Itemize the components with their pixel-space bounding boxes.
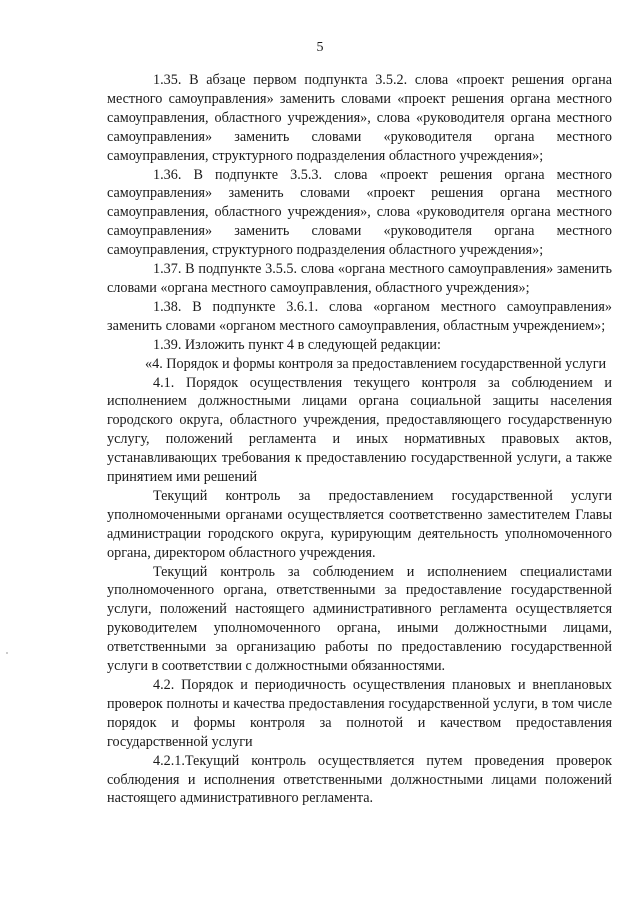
- paragraph-4-2: 4.2. Порядок и периодичность осуществления плановых и внеплановых проверок полноты и качества предоставления государственной услуги, в том числе порядок и формы контроля за полнотой и качеством предоставления государственной услуги: [107, 677, 612, 750]
- margin-mark: [6, 652, 8, 654]
- page-number: 5: [316, 40, 324, 55]
- paragraph-4-1: 4.1. Порядок осуществления текущего контроля за соблюдением и исполнением должностными лицами органа социальной защиты населения городского округа, областного учреждения, предоставляющего государственную услугу, положений регламента и иных нормативных правовых актов, устанавливающих требования к предоставлению государственной услуги, а также принятием ими решений: [107, 374, 612, 486]
- paragraph-current-control-specialists: Текущий контроль за соблюдением и исполнением специалистами уполномоченного органа, ответственными за предоставление государственной услуги, положений настоящего административного регламента осуществляется руководителем уполномоченного органа, иными должностными лицами, ответственными за организацию работы по предоставлению государственной услуги в соответствии с должностными обязанностями.: [107, 563, 612, 675]
- paragraph-4-2-1: 4.2.1.Текущий контроль осуществляется путем проведения проверок соблюдения и исполнения ответственными должностными лицами положений настоящего административного регламента.: [107, 752, 612, 807]
- paragraph-1-38: 1.38. В подпункте 3.6.1. слова «органом местного самоуправления» заменить словами «органом местного самоуправления, областным учреждением»;: [107, 298, 612, 334]
- paragraph-1-35: 1.35. В абзаце первом подпункта 3.5.2. слова «проект решения органа местного самоуправления» заменить словами «проект решения органа местного самоуправления, областного учреждения», слова «руководителя органа местного самоуправления» заменить словами «руководителя органа местного самоуправления, структурного подразделения областного учреждения»;: [107, 72, 612, 164]
- section-4-heading: «4. Порядок и формы контроля за предоставлением государственной услуги: [145, 355, 607, 372]
- paragraph-1-36: 1.36. В подпункте 3.5.3. слова «проект решения органа местного самоуправления» заменить словами «проект решения органа местного самоуправления, областного учреждения», слова «руководителя органа местного самоуправления» заменить словами «руководителя органа местного самоуправления, структурного подразделения областного учреждения»;: [107, 166, 612, 259]
- paragraph-1-37: 1.37. В подпункте 3.5.5. слова «органа местного самоуправления» заменить словами «органа местного самоуправления, областного учреждения»;: [107, 261, 612, 296]
- document-body: [107, 71, 612, 808]
- paragraph-1-39: 1.39. Изложить пункт 4 в следующей редакции:: [153, 336, 441, 353]
- paragraph-current-control: Текущий контроль за предоставлением государственной услуги уполномоченными органами осуществляется соответственно заместителем Главы администрации городского округа, курирующим деятельность уполномоченного органа, директором областного учреждения.: [107, 487, 612, 561]
